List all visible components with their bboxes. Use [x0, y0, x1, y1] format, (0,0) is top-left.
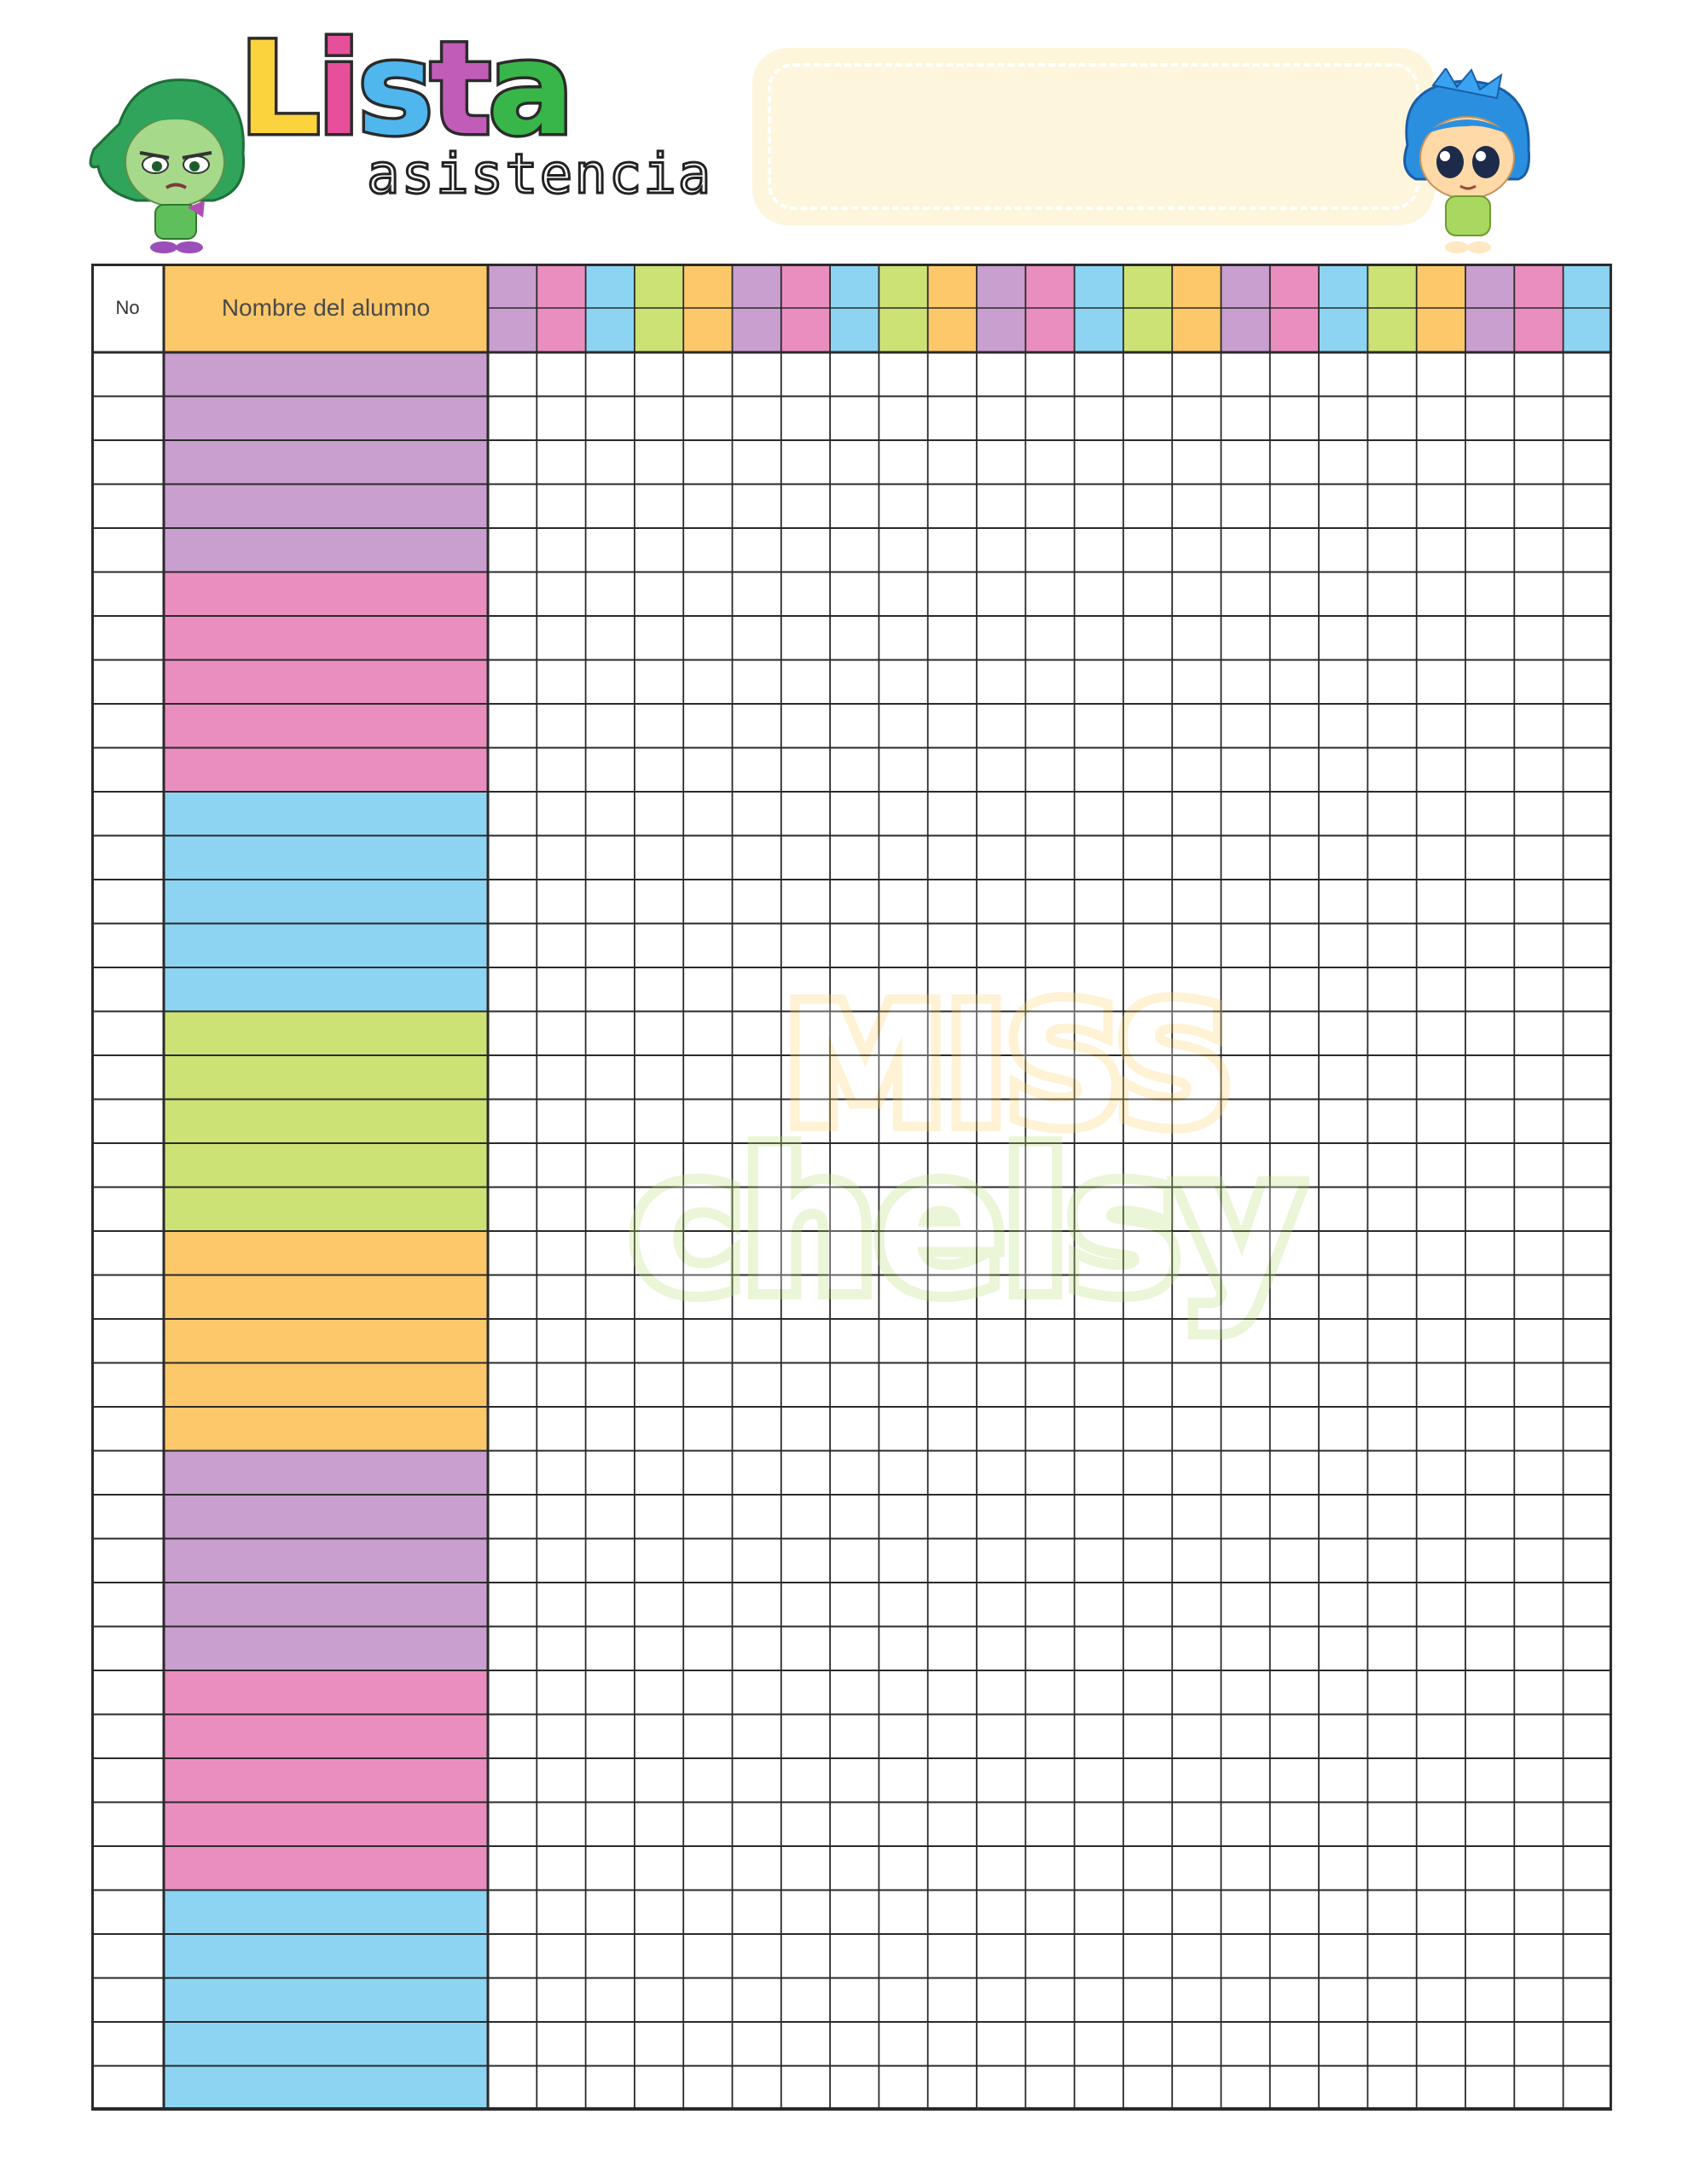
title-letter: a [488, 15, 572, 164]
student-name-cell [164, 1275, 488, 1320]
weekday-header-cell [977, 308, 1025, 352]
day-header-cell [830, 264, 879, 308]
student-name-cell [164, 1055, 488, 1100]
weekday-header-cell [1514, 308, 1563, 352]
title-letter: s [357, 15, 431, 164]
day-header-cell [1075, 264, 1123, 308]
day-header-cell [1465, 264, 1514, 308]
student-name-cell [164, 748, 488, 793]
student-name-cell [164, 1539, 488, 1583]
student-name-cell [164, 528, 488, 572]
student-name-cell [164, 836, 488, 880]
weekday-header-cell [683, 308, 732, 352]
weekday-header-cell [733, 308, 781, 352]
class-name-box[interactable] [752, 48, 1435, 225]
day-header-cell [683, 264, 732, 308]
student-name-cell [164, 880, 488, 924]
student-name-cell [164, 1451, 488, 1496]
student-name-cell [164, 2066, 488, 2111]
title-letter: i [316, 15, 358, 164]
weekday-header-cell [1270, 308, 1319, 352]
weekday-header-cell [879, 308, 927, 352]
weekday-header-cell [1172, 308, 1221, 352]
title-letter: t [430, 15, 489, 164]
weekday-header-cell [635, 308, 683, 352]
weekday-header-cell [537, 308, 585, 352]
student-name-cell [164, 616, 488, 660]
weekday-header-cell [1075, 308, 1123, 352]
title-logo [239, 15, 713, 222]
student-name-cell [164, 485, 488, 529]
student-name-cell [164, 1978, 488, 2023]
weekday-header-cell [1123, 308, 1172, 352]
day-header-cell [879, 264, 927, 308]
name-box-dashed-border [768, 63, 1419, 210]
day-header-cell [1367, 264, 1416, 308]
student-name-cell [164, 660, 488, 705]
page-header [0, 0, 1700, 264]
watermark-line-2: chelsy [631, 1115, 1303, 1333]
day-header-cell [733, 264, 781, 308]
student-name-cell [164, 1188, 488, 1232]
weekday-header-cell [586, 308, 635, 352]
student-name-cell [164, 1407, 488, 1451]
student-name-cell [164, 1846, 488, 1891]
student-name-cell [164, 1231, 488, 1275]
weekday-header-cell [928, 308, 977, 352]
student-name-cell [164, 1715, 488, 1759]
header-name-label: Nombre del alumno [221, 294, 431, 321]
weekday-header-cell [781, 308, 830, 352]
student-name-cell [164, 2022, 488, 2066]
day-header-cell [1417, 264, 1465, 308]
attendance-grid [91, 264, 1622, 2115]
day-header-cell [1172, 264, 1221, 308]
weekday-header-cell [1417, 308, 1465, 352]
student-name-cell [164, 1627, 488, 1671]
student-name-cell [164, 1583, 488, 1627]
weekday-header-cell [488, 308, 537, 352]
student-name-cell [164, 704, 488, 748]
day-header-cell [1270, 264, 1319, 308]
title-letter: L [239, 15, 317, 164]
student-name-cell [164, 397, 488, 441]
student-name-cell [164, 1012, 488, 1056]
student-name-cell [164, 352, 488, 397]
blue-character-icon [1382, 68, 1552, 260]
weekday-header-cell [1221, 308, 1270, 352]
student-name-cell [164, 792, 488, 836]
student-name-cell [164, 1670, 488, 1715]
day-header-cell [1514, 264, 1563, 308]
student-name-cell [164, 572, 488, 617]
student-name-cell [164, 1100, 488, 1144]
day-header-cell [1221, 264, 1270, 308]
student-name-cell [164, 440, 488, 485]
student-name-cell [164, 924, 488, 968]
attendance-table [91, 264, 1622, 2118]
day-header-cell [586, 264, 635, 308]
weekday-header-cell [1319, 308, 1367, 352]
watermark-line-1: MISS [785, 972, 1233, 1160]
green-character-icon [85, 73, 264, 260]
weekday-header-cell [1564, 308, 1612, 352]
day-header-cell [1319, 264, 1367, 308]
weekday-header-cell [1465, 308, 1514, 352]
day-header-cell [977, 264, 1025, 308]
day-header-cell [537, 264, 585, 308]
weekday-header-cell [1025, 308, 1074, 352]
student-name-cell [164, 1934, 488, 1978]
day-header-cell [928, 264, 977, 308]
header-no-label: No [115, 297, 140, 318]
title-subtitle: asistencia [367, 143, 713, 206]
day-header-cell [1564, 264, 1612, 308]
day-header-cell [1025, 264, 1074, 308]
student-name-cell [164, 967, 488, 1012]
student-name-cell [164, 1758, 488, 1803]
student-name-cell [164, 1495, 488, 1539]
student-name-cell [164, 1363, 488, 1408]
weekday-header-cell [830, 308, 879, 352]
student-name-cell [164, 1803, 488, 1847]
day-header-cell [781, 264, 830, 308]
day-header-cell [635, 264, 683, 308]
student-name-cell [164, 1143, 488, 1188]
student-name-cell [164, 1891, 488, 1935]
day-header-cell [1123, 264, 1172, 308]
weekday-header-cell [1367, 308, 1416, 352]
student-name-cell [164, 1319, 488, 1363]
day-header-cell [488, 264, 537, 308]
